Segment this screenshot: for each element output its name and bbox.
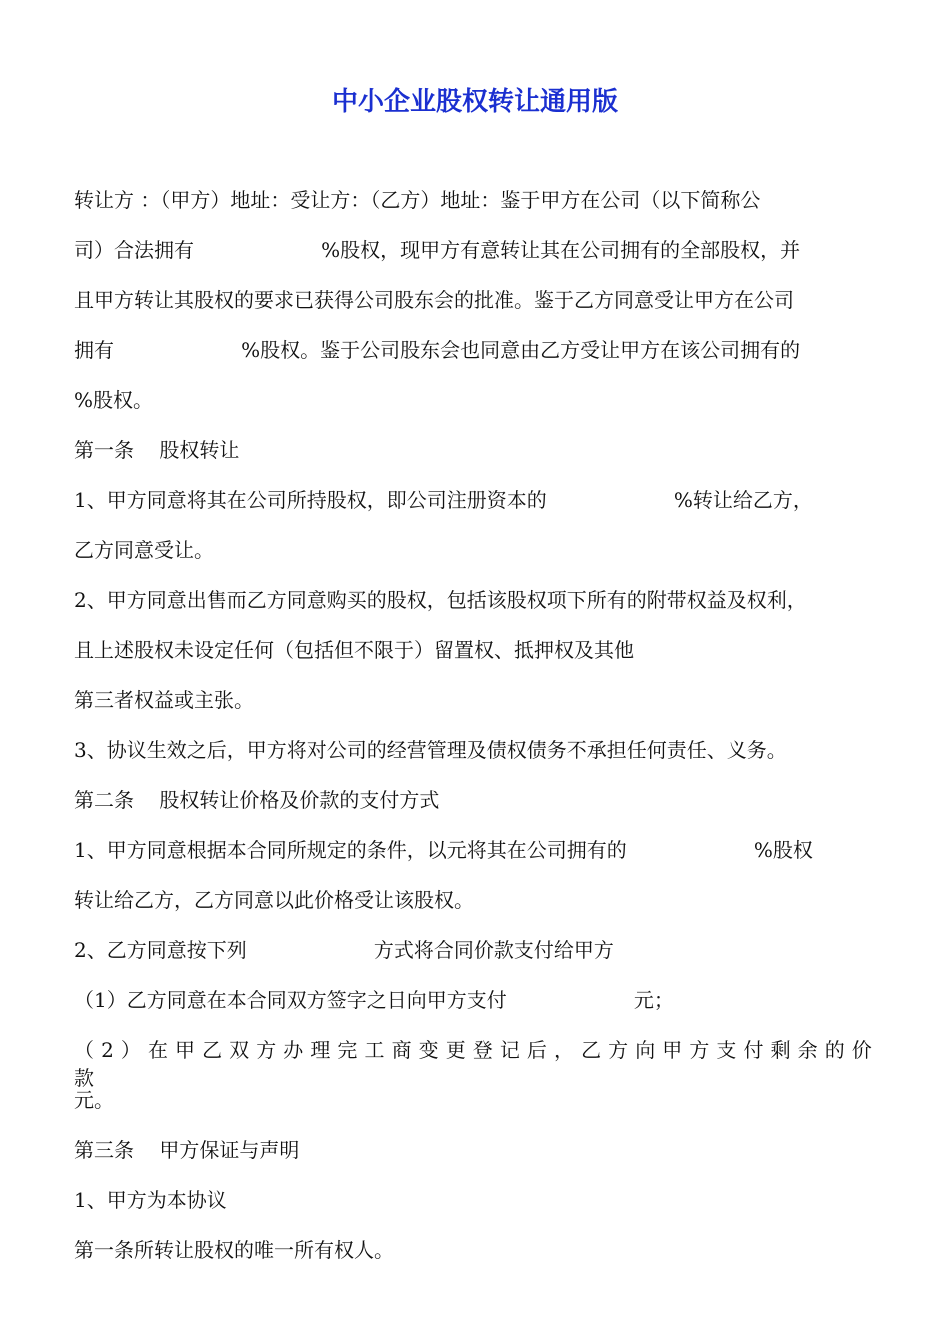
- paragraph-line: 1、甲方同意将其在公司所持股权，即公司注册资本的 %转让给乙方，: [74, 488, 813, 512]
- paragraph-line: （2）在甲乙双方办理完工商变更登记后，乙方向甲方支付剩余的价款: [74, 1038, 878, 1090]
- paragraph-line: 2、甲方同意出售而乙方同意购买的股权，包括该股权项下所有的附带权益及权利，: [74, 588, 807, 612]
- paragraph-line: 乙方同意受让。: [74, 538, 214, 562]
- paragraph-line: 1、甲方同意根据本合同所规定的条件，以元将其在公司拥有的 %股权: [74, 838, 813, 862]
- paragraph-line: 司）合法拥有 %股权，现甲方有意转让其在公司拥有的全部股权，并: [74, 238, 801, 262]
- paragraph-line: （1）乙方同意在本合同双方签字之日向甲方支付 元；: [74, 988, 674, 1012]
- paragraph-line: 3、协议生效之后，甲方将对公司的经营管理及债权债务不承担任何责任、义务。: [74, 738, 787, 762]
- paragraph-line: 转让给乙方，乙方同意以此价格受让该股权。: [74, 888, 474, 912]
- paragraph-line: 转让方 ：（甲方）地址：受让方：（乙方）地址：鉴于甲方在公司（以下简称公: [74, 188, 761, 212]
- paragraph-line: 且甲方转让其股权的要求已获得公司股东会的批准。鉴于乙方同意受让甲方在公司: [74, 288, 794, 312]
- paragraph-line: 1、甲方为本协议: [74, 1188, 227, 1212]
- paragraph-line: 第一条所转让股权的唯一所有权人。: [74, 1238, 394, 1262]
- article-heading: 第一条 股权转让: [74, 438, 240, 462]
- document-title: 中小企业股权转让通用版: [331, 87, 618, 117]
- article-heading: 第三条 甲方保证与声明: [74, 1138, 300, 1162]
- paragraph-line: %股权。: [74, 388, 154, 412]
- paragraph-line: 元。: [74, 1088, 114, 1112]
- paragraph-line: 拥有 %股权。鉴于公司股东会也同意由乙方受让甲方在该公司拥有的: [74, 338, 801, 362]
- paragraph-line: 2、乙方同意按下列 方式将合同价款支付给甲方: [74, 938, 614, 962]
- paragraph-line: 第三者权益或主张。: [74, 688, 254, 712]
- article-heading: 第二条 股权转让价格及价款的支付方式: [74, 788, 440, 812]
- paragraph-line: 且上述股权未设定任何（包括但不限于）留置权、抵押权及其他: [74, 638, 634, 662]
